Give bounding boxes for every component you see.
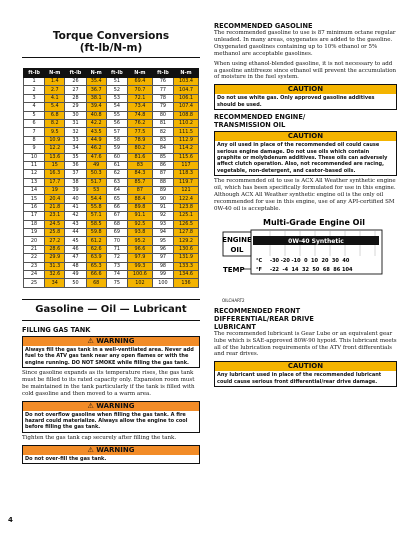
n-m-cell: 9.5 [45, 128, 65, 136]
n-m-cell: 84.3 [127, 170, 152, 178]
oil-label: OIL [230, 245, 244, 254]
torque-row [24, 279, 199, 287]
ft-lb-cell: 89 [152, 187, 173, 195]
n-m-cell: 117 [173, 161, 198, 169]
torque-row [24, 153, 199, 161]
gasoline-section-title: Gasoline — Oil — Lubricant [35, 303, 187, 315]
ft-lb-cell: 96 [152, 245, 173, 253]
n-m-cell: 40.8 [86, 111, 106, 119]
ft-lb-cell: 100 [152, 279, 173, 287]
n-m-cell: 50.3 [86, 170, 106, 178]
ft-lb-cell: 56 [106, 119, 127, 127]
torque-row [24, 103, 199, 111]
ft-lb-cell: 33 [65, 136, 86, 144]
ft-lb-cell: 4 [24, 103, 45, 111]
torque-col-header: ft-lb [152, 69, 173, 78]
ft-lb-cell: 81 [152, 119, 173, 127]
ft-lb-cell: 85 [152, 153, 173, 161]
n-m-cell: 102 [127, 279, 152, 287]
ft-lb-cell: 52 [106, 86, 127, 94]
n-m-cell: 57.1 [86, 212, 106, 220]
ft-lb-cell: 47 [65, 254, 86, 262]
celsius-values: -30 -20 -10 0 10 20 30 40 [270, 257, 350, 264]
recommended-gasoline-paragraph-2: When using ethanol-blended gasoline, it is not necessary to add a gasoline antifreeze since ethanol will prevent the accumulation of moisture in the fuel system. [214, 60, 397, 81]
n-m-cell: 23.1 [45, 212, 65, 220]
torque-row [24, 128, 199, 136]
n-m-cell: 87 [127, 187, 152, 195]
tighten-cap-paragraph: Tighten the gas tank cap securely after filling the tank. [22, 434, 177, 441]
ft-lb-cell: 6 [24, 119, 45, 127]
ft-lb-cell: 71 [106, 245, 127, 253]
n-m-cell: 32.6 [45, 270, 65, 278]
ft-lb-cell: 29 [65, 103, 86, 111]
n-m-cell: 114.2 [173, 145, 198, 153]
n-m-cell: 15 [45, 161, 65, 169]
n-m-cell: 20.4 [45, 195, 65, 203]
torque-row [24, 212, 199, 220]
n-m-cell: 1.4 [45, 78, 65, 86]
n-m-cell: 28.6 [45, 245, 65, 253]
ft-lb-cell: 55 [106, 111, 127, 119]
ft-lb-cell: 26 [65, 78, 86, 86]
filling-gas-heading: FILLING GAS TANK [22, 325, 91, 334]
ft-lb-cell: 92 [152, 212, 173, 220]
ft-lb-cell: 14 [24, 187, 45, 195]
oil-chart-title: Multi-Grade Engine Oil [263, 217, 365, 227]
caution-box-3 [214, 361, 397, 387]
n-m-cell: 72.1 [127, 94, 152, 102]
n-m-cell: 119.7 [173, 178, 198, 186]
caution-bar: CAUTION [215, 362, 396, 371]
ft-lb-cell: 32 [65, 128, 86, 136]
n-m-cell: 65.3 [86, 262, 106, 270]
ft-lb-cell: 24 [24, 270, 45, 278]
n-m-cell: 125.1 [173, 212, 198, 220]
caution-text-3: Any lubricant used in place of the recommended lubricant could cause serious front differential/rear drive damage. [217, 372, 382, 385]
n-m-cell: 31.3 [45, 262, 65, 270]
n-m-cell: 103.4 [173, 78, 198, 86]
fahrenheit-unit: °F [256, 266, 262, 273]
oil-chart-code: OILCHART2 [222, 297, 245, 303]
n-m-cell: 76.2 [127, 119, 152, 127]
caution-bar: CAUTION [215, 132, 396, 141]
n-m-cell: 129.2 [173, 237, 198, 245]
ft-lb-cell: 75 [106, 279, 127, 287]
engine-oil-paragraph: The recommended oil to use is ACX All Weather synthetic engine oil, which has been specifically formulated for use in this engine. Although ACX All Weather synthetic engine oil is the only oil recommended for use in this engine, use of any API-certified SM 0W-40 oil is acceptable. [214, 178, 396, 212]
torque-row [24, 136, 199, 144]
ft-lb-cell: 97 [152, 254, 173, 262]
n-m-cell: 78.9 [127, 136, 152, 144]
engine-oil-heading [214, 113, 397, 129]
n-m-cell: 61.2 [86, 237, 106, 245]
ft-lb-cell: 99 [152, 270, 173, 278]
n-m-cell: 44.9 [86, 136, 106, 144]
n-m-cell: 54.4 [86, 195, 106, 203]
ft-lb-cell: 87 [152, 170, 173, 178]
ft-lb-cell: 64 [106, 187, 127, 195]
ft-lb-cell: 94 [152, 229, 173, 237]
caution-box-2 [214, 131, 397, 176]
ft-lb-cell: 20 [24, 237, 45, 245]
n-m-cell: 35.4 [86, 78, 106, 86]
ft-lb-cell: 34 [65, 145, 86, 153]
ft-lb-cell: 13 [24, 178, 45, 186]
n-m-cell: 126.5 [173, 220, 198, 228]
ft-lb-cell: 39 [65, 187, 86, 195]
ft-lb-cell: 5 [24, 111, 45, 119]
n-m-cell: 83 [127, 161, 152, 169]
n-m-cell: 131.9 [173, 254, 198, 262]
ft-lb-cell: 54 [106, 103, 127, 111]
n-m-cell: 97.9 [127, 254, 152, 262]
n-m-cell: 58.5 [86, 220, 106, 228]
engine-oil-heading-line2: TRANSMISSION OIL [214, 121, 286, 130]
torque-row [24, 187, 199, 195]
celsius-unit: °C [256, 257, 263, 264]
ft-lb-cell: 83 [152, 136, 173, 144]
n-m-cell: 100.6 [127, 270, 152, 278]
engine-oil-heading-line1: RECOMMENDED ENGINE/ [214, 113, 306, 122]
n-m-cell: 42.2 [86, 119, 106, 127]
differential-heading-line3: LUBRICANT [214, 322, 256, 331]
torque-col-header: N-m [86, 69, 106, 78]
ft-lb-cell: 12 [24, 170, 45, 178]
warning-box-1 [22, 336, 200, 368]
n-m-cell: 73.4 [127, 103, 152, 111]
ft-lb-cell: 63 [106, 178, 127, 186]
ft-lb-cell: 88 [152, 178, 173, 186]
torque-row [24, 245, 199, 253]
torque-row [24, 195, 199, 203]
n-m-cell: 89.8 [127, 203, 152, 211]
ft-lb-cell: 79 [152, 103, 173, 111]
ft-lb-cell: 22 [24, 254, 45, 262]
n-m-cell: 55.8 [86, 203, 106, 211]
torque-header-row [24, 69, 199, 78]
ft-lb-cell: 17 [24, 212, 45, 220]
n-m-cell: 121 [173, 187, 198, 195]
ft-lb-cell: 41 [65, 203, 86, 211]
ft-lb-cell: 36 [65, 161, 86, 169]
torque-row [24, 145, 199, 153]
n-m-cell: 34 [45, 279, 65, 287]
temp-label: TEMP [223, 265, 245, 274]
ft-lb-cell: 2 [24, 86, 45, 94]
warning-bar [23, 446, 199, 455]
n-m-cell: 93.8 [127, 229, 152, 237]
n-m-cell: 27.2 [45, 237, 65, 245]
torque-row [24, 254, 199, 262]
torque-col-header: N-m [173, 69, 198, 78]
ft-lb-cell: 10 [24, 153, 45, 161]
n-m-cell: 88.4 [127, 195, 152, 203]
ft-lb-cell: 72 [106, 254, 127, 262]
ft-lb-cell: 76 [152, 78, 173, 86]
differential-heading-line1: RECOMMENDED FRONT [214, 306, 301, 315]
n-m-cell: 85.7 [127, 178, 152, 186]
ft-lb-cell: 51 [106, 78, 127, 86]
n-m-cell: 118.3 [173, 170, 198, 178]
differential-paragraph: The recommended lubricant is Gear Lube or an equivalent gear lube which is SAE-approved 80W-90 hypoid. This lubricant meets all of the lubrication requirements of the ATV front differentials and rear drives. [214, 330, 397, 358]
ft-lb-cell: 16 [24, 203, 45, 211]
caution-text-2: Any oil used in place of the recommended oil could cause serious engine damage. Do not use oils which contain graphite or molybdenum additives. These oils can adversely affect clutch operation. Also, not recommended are racing, vegetable, non-detergent, and castor-based oils. [217, 142, 388, 174]
torque-row [24, 262, 199, 270]
ft-lb-cell: 15 [24, 195, 45, 203]
torque-row [24, 170, 199, 178]
recommended-gasoline-heading: RECOMMENDED GASOLINE [214, 22, 313, 30]
warning-bar [23, 337, 199, 346]
ft-lb-cell: 98 [152, 262, 173, 270]
left-column [22, 30, 200, 466]
warning-box-2 [22, 401, 200, 433]
torque-row [24, 119, 199, 127]
caution-bar: CAUTION [215, 85, 396, 94]
n-m-cell: 53 [86, 187, 106, 195]
torque-col-header: N-m [45, 69, 65, 78]
n-m-cell: 127.8 [173, 229, 198, 237]
n-m-cell: 136 [173, 279, 198, 287]
torque-row [24, 237, 199, 245]
n-m-cell: 47.6 [86, 153, 106, 161]
n-m-cell: 108.8 [173, 111, 198, 119]
n-m-cell: 130.6 [173, 245, 198, 253]
ft-lb-cell: 80 [152, 111, 173, 119]
torque-row [24, 161, 199, 169]
right-column [214, 22, 397, 389]
n-m-cell: 25.8 [45, 229, 65, 237]
ft-lb-cell: 57 [106, 128, 127, 136]
ft-lb-cell: 66 [106, 203, 127, 211]
ft-lb-cell: 11 [24, 161, 45, 169]
n-m-cell: 77.5 [127, 128, 152, 136]
n-m-cell: 74.8 [127, 111, 152, 119]
ft-lb-cell: 37 [65, 170, 86, 178]
n-m-cell: 4.1 [45, 94, 65, 102]
ft-lb-cell: 91 [152, 203, 173, 211]
warning-label: WARNING [96, 445, 135, 454]
n-m-cell: 49 [86, 161, 106, 169]
ft-lb-cell: 68 [106, 220, 127, 228]
ft-lb-cell: 73 [106, 262, 127, 270]
torque-title-line1: Torque Conversions [52, 30, 170, 42]
warning-label: WARNING [96, 336, 135, 345]
ft-lb-cell: 38 [65, 178, 86, 186]
n-m-cell: 68 [86, 279, 106, 287]
ft-lb-cell: 31 [65, 119, 86, 127]
ft-lb-cell: 3 [24, 94, 45, 102]
ft-lb-cell: 42 [65, 212, 86, 220]
ft-lb-cell: 25 [24, 279, 45, 287]
warning-triangle-icon: ⚠ [87, 445, 94, 454]
n-m-cell: 19 [45, 187, 65, 195]
warning-text-2: Do not overflow gasoline when filling the gas tank. A fire hazard could materialize. Always allow the engine to cool before filling the gas tank. [25, 411, 188, 431]
n-m-cell: 8.2 [45, 119, 65, 127]
ft-lb-cell: 65 [106, 195, 127, 203]
ft-lb-cell: 23 [24, 262, 45, 270]
n-m-cell: 6.8 [45, 111, 65, 119]
recommended-gasoline-paragraph-1: The recommended gasoline to use is 87 minimum octane regular unleaded. In many areas, oxygenates are added to the gasoline. Oxygenated gasolines containing up to 10% ethanol or 5% methanol are acceptable gasolines. [214, 30, 396, 57]
torque-col-header: N-m [127, 69, 152, 78]
ft-lb-cell: 44 [65, 229, 86, 237]
torque-title [22, 30, 200, 54]
ft-lb-cell: 58 [106, 136, 127, 144]
n-m-cell: 66.6 [86, 270, 106, 278]
n-m-cell: 17.7 [45, 178, 65, 186]
title-rule [22, 57, 200, 58]
torque-row [24, 270, 199, 278]
caution-box-1 [214, 84, 397, 110]
warning-triangle-icon: ⚠ [87, 336, 94, 345]
n-m-cell: 59.8 [86, 229, 106, 237]
n-m-cell: 39.4 [86, 103, 106, 111]
ft-lb-cell: 77 [152, 86, 173, 94]
n-m-cell: 36.7 [86, 86, 106, 94]
n-m-cell: 81.6 [127, 153, 152, 161]
n-m-cell: 122.4 [173, 195, 198, 203]
n-m-cell: 80.2 [127, 145, 152, 153]
ft-lb-cell: 35 [65, 153, 86, 161]
ft-lb-cell: 19 [24, 229, 45, 237]
torque-col-header: ft-lb [106, 69, 127, 78]
ft-lb-cell: 8 [24, 136, 45, 144]
n-m-cell: 2.7 [45, 86, 65, 94]
n-m-cell: 21.8 [45, 203, 65, 211]
warning-box-3 [22, 445, 200, 464]
n-m-cell: 99.3 [127, 262, 152, 270]
n-m-cell: 38.1 [86, 94, 106, 102]
n-m-cell: 111.5 [173, 128, 198, 136]
n-m-cell: 29.9 [45, 254, 65, 262]
ft-lb-cell: 49 [65, 270, 86, 278]
n-m-cell: 106.1 [173, 94, 198, 102]
n-m-cell: 10.9 [45, 136, 65, 144]
ft-lb-cell: 78 [152, 94, 173, 102]
gas-expansion-paragraph: Since gasoline expands as its temperature rises, the gas tank must be filled to its rated capacity only. Expansion room must be maintained in the tank particularly if the tank is filled with cold gasoline and then moved to a warm area. [22, 369, 195, 397]
ft-lb-cell: 21 [24, 245, 45, 253]
torque-row [24, 220, 199, 228]
torque-table [23, 68, 199, 288]
ft-lb-cell: 86 [152, 161, 173, 169]
oil-grade-label: 0W-40 Synthetic [288, 237, 344, 245]
ft-lb-cell: 18 [24, 220, 45, 228]
torque-row [24, 86, 199, 94]
n-m-cell: 16.3 [45, 170, 65, 178]
ft-lb-cell: 48 [65, 262, 86, 270]
n-m-cell: 13.6 [45, 153, 65, 161]
oil-chart [222, 216, 382, 303]
torque-table-body [24, 78, 199, 288]
warning-text-3: Do not over-fill the gas tank. [25, 455, 107, 462]
torque-title-line2: (ft-lb/N-m) [79, 42, 143, 54]
ft-lb-cell: 50 [65, 279, 86, 287]
warning-label: WARNING [96, 401, 135, 410]
n-m-cell: 51.7 [86, 178, 106, 186]
warning-bar [23, 402, 199, 411]
n-m-cell: 96.6 [127, 245, 152, 253]
n-m-cell: 46.2 [86, 145, 106, 153]
n-m-cell: 134.6 [173, 270, 198, 278]
ft-lb-cell: 59 [106, 145, 127, 153]
torque-row [24, 229, 199, 237]
n-m-cell: 62.6 [86, 245, 106, 253]
n-m-cell: 69.4 [127, 78, 152, 86]
ft-lb-cell: 69 [106, 229, 127, 237]
ft-lb-cell: 1 [24, 78, 45, 86]
ft-lb-cell: 84 [152, 145, 173, 153]
ft-lb-cell: 53 [106, 94, 127, 102]
ft-lb-cell: 27 [65, 86, 86, 94]
ft-lb-cell: 95 [152, 237, 173, 245]
differential-heading-line2: DIFFERENTIAL/REAR DRIVE [214, 314, 314, 323]
ft-lb-cell: 90 [152, 195, 173, 203]
oil-chart-graphic [222, 216, 387, 296]
page-number: 4 [8, 516, 13, 524]
ft-lb-cell: 45 [65, 237, 86, 245]
warning-triangle-icon: ⚠ [87, 401, 94, 410]
ft-lb-cell: 74 [106, 270, 127, 278]
ft-lb-cell: 28 [65, 94, 86, 102]
n-m-cell: 63.9 [86, 254, 106, 262]
torque-row [24, 178, 199, 186]
ft-lb-cell: 43 [65, 220, 86, 228]
n-m-cell: 91.1 [127, 212, 152, 220]
fahrenheit-values: -22 -4 14 32 50 68 86 104 [270, 266, 353, 273]
torque-row [24, 94, 199, 102]
n-m-cell: 5.4 [45, 103, 65, 111]
n-m-cell: 115.6 [173, 153, 198, 161]
ft-lb-cell: 9 [24, 145, 45, 153]
engine-label: ENGINE [222, 235, 252, 244]
n-m-cell: 107.4 [173, 103, 198, 111]
ft-lb-cell: 40 [65, 195, 86, 203]
n-m-cell: 24.5 [45, 220, 65, 228]
ft-lb-cell: 62 [106, 170, 127, 178]
ft-lb-cell: 70 [106, 237, 127, 245]
n-m-cell: 112.9 [173, 136, 198, 144]
torque-row [24, 111, 199, 119]
ft-lb-cell: 82 [152, 128, 173, 136]
ft-lb-cell: 67 [106, 212, 127, 220]
ft-lb-cell: 93 [152, 220, 173, 228]
ft-lb-cell: 61 [106, 161, 127, 169]
n-m-cell: 123.8 [173, 203, 198, 211]
n-m-cell: 104.7 [173, 86, 198, 94]
n-m-cell: 95.2 [127, 237, 152, 245]
ft-lb-cell: 60 [106, 153, 127, 161]
torque-row [24, 203, 199, 211]
n-m-cell: 70.7 [127, 86, 152, 94]
n-m-cell: 12.2 [45, 145, 65, 153]
n-m-cell: 133.3 [173, 262, 198, 270]
torque-col-header: ft-lb [24, 69, 45, 78]
section-rule-top [22, 299, 200, 300]
torque-row [24, 78, 199, 86]
torque-col-header: ft-lb [65, 69, 86, 78]
warning-text-1: Always fill the gas tank in a well-ventilated area. Never add fuel to the ATV gas tank near any open flames or with the engine running. DO NOT SMOKE while filling the gas tank. [25, 346, 194, 366]
n-m-cell: 110.2 [173, 119, 198, 127]
caution-text-1: Do not use white gas. Only approved gasoline additives should be used. [217, 95, 375, 108]
ft-lb-cell: 30 [65, 111, 86, 119]
section-rule-bottom [22, 320, 200, 321]
ft-lb-cell: 46 [65, 245, 86, 253]
n-m-cell: 43.5 [86, 128, 106, 136]
differential-heading [214, 307, 397, 331]
ft-lb-cell: 7 [24, 128, 45, 136]
n-m-cell: 92.5 [127, 220, 152, 228]
